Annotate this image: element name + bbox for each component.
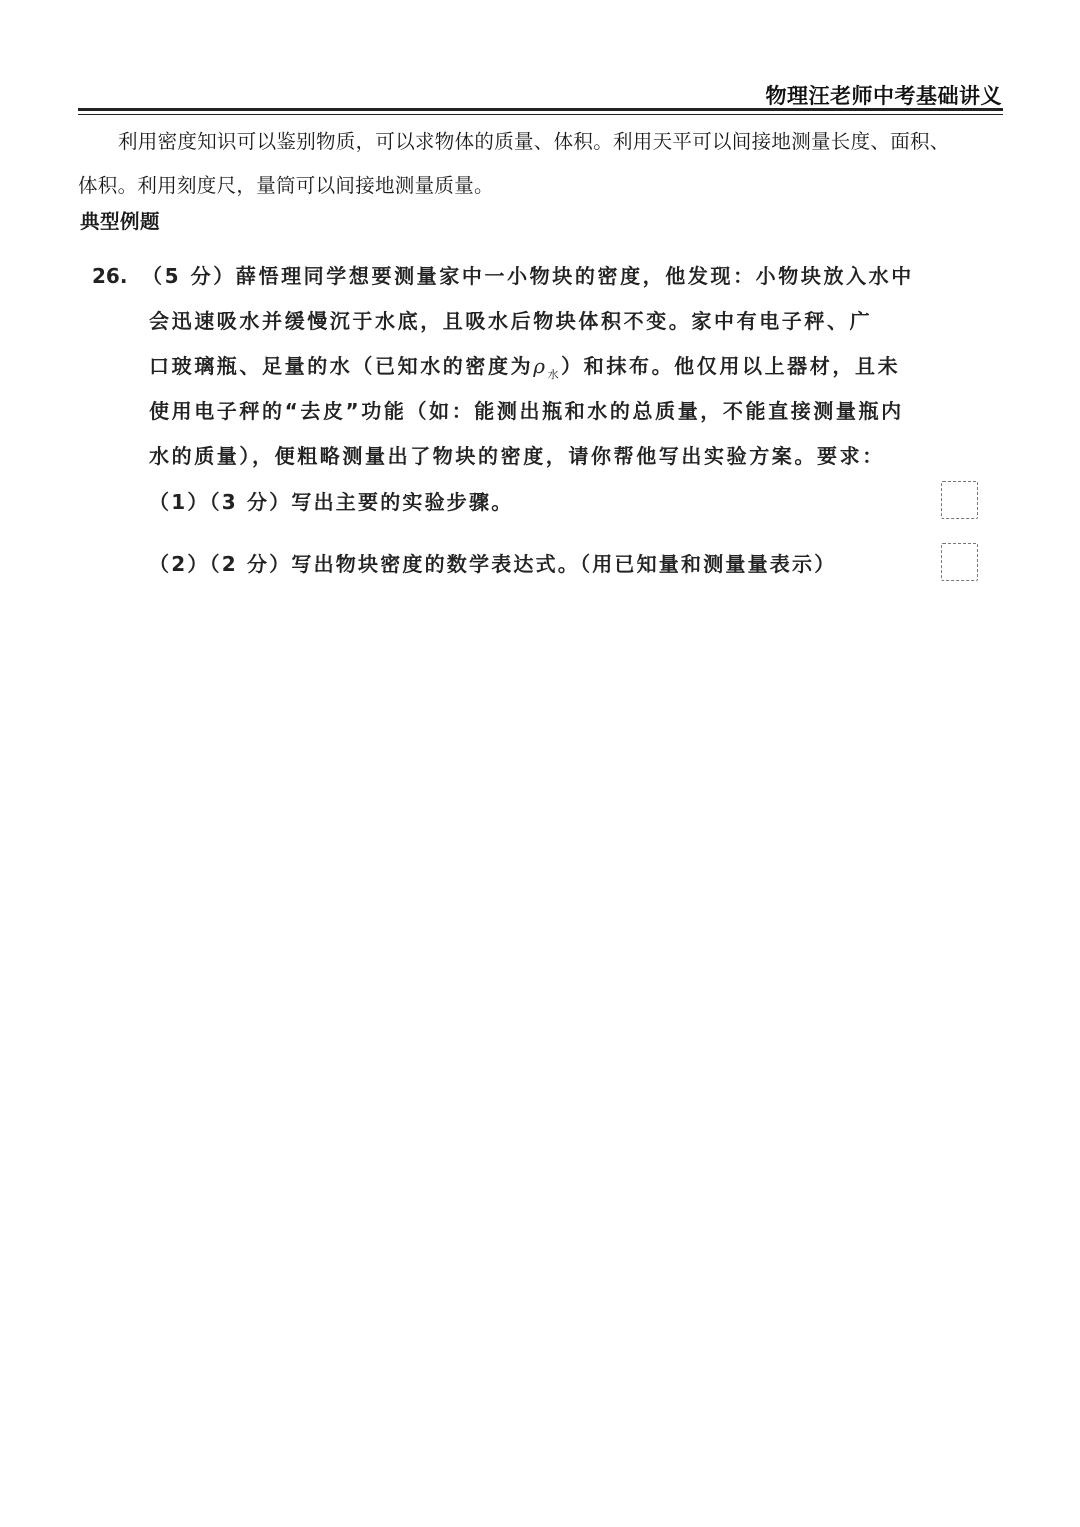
header-rule-thick [78, 108, 1003, 111]
intro-paragraph [78, 120, 1008, 208]
intro-line-1: 利用密度知识可以鉴别物质，可以求物体的质量、体积。利用天平可以间接地测量长度、面积、 [118, 130, 950, 153]
sub-question-1: （1）（3 分）写出主要的实验步骤。 [149, 490, 514, 514]
question-26 [92, 254, 992, 479]
question-line-3-before: 口玻璃瓶、足量的水（已知水的密度为 [149, 354, 534, 378]
rho-subscript: 水 [547, 368, 562, 381]
intro-line-2: 体积。利用刻度尺，量筒可以间接地测量质量。 [78, 174, 494, 197]
question-line-1-text: （5 分）薛悟理同学想要测量家中一小物块的密度，他发现：小物块放入水中 [142, 264, 914, 288]
question-line-5: 水的质量），便粗略测量出了物块的密度，请你帮他写出实验方案。要求： [149, 444, 885, 468]
section-title: 典型例题 [80, 210, 161, 233]
water-density-symbol [533, 354, 562, 381]
rho-symbol: ρ [533, 354, 548, 378]
question-number: 26. [92, 264, 128, 288]
header-rule-thin [78, 114, 1003, 115]
question-line-3 [92, 344, 992, 389]
question-line-3-after: ）和抹布。他仅用以上器材，且未 [561, 354, 901, 378]
question-line-4: 使用电子秤的“去皮”功能（如：能测出瓶和水的总质量，不能直接测量瓶内 [149, 399, 904, 423]
sub-question-2: （2）（2 分）写出物块密度的数学表达式。（用已知量和测量量表示） [149, 552, 837, 576]
question-line-1 [92, 254, 992, 299]
page-header-title: 物理汪老师中考基础讲义 [765, 84, 1002, 108]
score-box-2 [941, 543, 978, 581]
score-box-1 [941, 481, 978, 519]
question-line-2: 会迅速吸水并缓慢沉于水底，且吸水后物块体积不变。家中有电子秤、广 [149, 309, 873, 333]
